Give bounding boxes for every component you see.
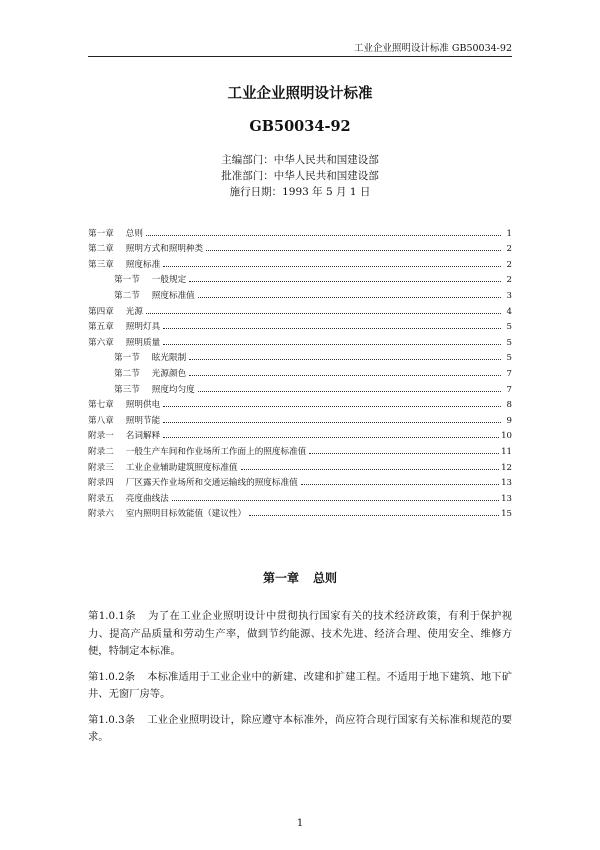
toc-leader [146, 235, 501, 236]
toc-number: 第一节 [114, 275, 140, 286]
toc-label: 照度标准值 [151, 290, 195, 301]
toc-label: 照明供电 [125, 400, 161, 411]
clause-text: 工业企业照明设计，除应遵守本标准外，尚应符合现行国家有关标准和规范的要求。 [88, 713, 512, 743]
toc-entry[interactable] [88, 254, 512, 270]
clause-number: 第1.0.3条 [88, 713, 136, 726]
toc-number: 第一节 [114, 353, 140, 364]
toc-number: 附录一 [88, 431, 114, 442]
toc-leader [163, 328, 501, 329]
effective-date-line: 施行日期：1993 年 5 月 1 日 [229, 186, 371, 198]
approver-line: 批准部门：中华人民共和国建设部 [221, 170, 379, 182]
clause-number: 第1.0.1条 [88, 610, 137, 622]
clause [88, 669, 512, 704]
toc-leader [241, 469, 500, 470]
toc-label: 照明方式和照明种类 [125, 244, 204, 255]
toc-page: 7 [506, 384, 512, 395]
toc-page: 12 [501, 462, 512, 473]
toc-page: 15 [501, 509, 512, 520]
toc-label: 工业企业辅助建筑照度标准值 [125, 462, 238, 473]
toc-number: 第七章 [88, 400, 114, 411]
toc-entry[interactable] [88, 488, 512, 504]
toc-leader [309, 453, 499, 454]
toc-page: 11 [501, 446, 512, 457]
toc-leader [163, 437, 499, 438]
toc-entry[interactable] [88, 301, 512, 317]
table-of-contents [88, 223, 512, 519]
toc-number: 第八章 [88, 415, 114, 426]
toc-page: 13 [501, 478, 512, 489]
toc-leader [249, 515, 499, 516]
toc-leader [189, 281, 501, 282]
toc-page: 2 [506, 275, 512, 286]
toc-label: 厂区露天作业场所和交通运输线的照度标准值 [125, 478, 298, 489]
toc-leader [146, 313, 501, 314]
toc-page: 5 [506, 353, 512, 364]
document-title: 工业企业照明设计标准 [227, 85, 373, 102]
toc-number: 第一章 [88, 228, 114, 239]
toc-entry[interactable] [88, 426, 512, 442]
chapter-heading [0, 569, 600, 586]
toc-page: 5 [506, 322, 512, 333]
toc-label: 光源 [125, 306, 143, 317]
toc-leader [172, 500, 499, 501]
toc-entry[interactable] [88, 457, 512, 473]
running-header: 工业企业照明设计标准 GB50034-92 [88, 40, 512, 57]
toc-label: 室内照明目标效能值（建议性） [125, 509, 247, 520]
toc-page: 9 [506, 415, 512, 426]
toc-entry[interactable] [88, 332, 512, 348]
toc-label: 照明质量 [125, 337, 161, 348]
publication-info [0, 152, 600, 200]
toc-leader [189, 375, 501, 376]
toc-entry[interactable] [88, 504, 512, 520]
toc-leader [189, 359, 501, 360]
toc-number: 第四章 [88, 306, 114, 317]
toc-label: 一般规定 [151, 275, 187, 286]
toc-label: 光源颜色 [151, 368, 187, 379]
toc-label: 一般生产车间和作业场所工作面上的照度标准值 [125, 446, 307, 457]
toc-leader [163, 344, 501, 345]
toc-entry[interactable] [88, 270, 512, 286]
toc-leader [206, 250, 501, 251]
toc-page: 1 [506, 228, 512, 239]
toc-number: 第二节 [114, 290, 140, 301]
toc-number: 第三节 [114, 384, 140, 395]
toc-label: 亮度曲线法 [125, 493, 169, 504]
toc-entry[interactable] [88, 363, 512, 379]
toc-entry[interactable] [88, 223, 512, 239]
toc-number: 附录六 [88, 509, 114, 520]
toc-entry[interactable] [88, 473, 512, 489]
toc-leader [301, 484, 499, 485]
toc-entry[interactable] [88, 348, 512, 364]
toc-page: 2 [506, 259, 512, 270]
toc-number: 第二节 [114, 368, 140, 379]
toc-entry[interactable] [88, 239, 512, 255]
toc-page: 8 [506, 400, 512, 411]
toc-number: 附录四 [88, 478, 114, 489]
clause-text: 本标准适用于工业企业中的新建、改建和扩建工程。不适用于地下建筑、地下矿井、无窗厂房等。 [88, 670, 512, 700]
toc-entry[interactable] [88, 395, 512, 411]
toc-number: 第三章 [88, 259, 114, 270]
toc-number: 附录三 [88, 462, 114, 473]
toc-page: 10 [501, 431, 512, 442]
toc-leader [198, 391, 501, 392]
toc-page: 2 [506, 244, 512, 255]
toc-label: 名词解释 [125, 431, 161, 442]
toc-entry[interactable] [88, 285, 512, 301]
toc-label: 眩光限制 [151, 353, 187, 364]
toc-page: 4 [506, 306, 512, 317]
toc-number: 第六章 [88, 337, 114, 348]
toc-label: 照明节能 [125, 415, 161, 426]
chapter-number: 第一章 [262, 571, 299, 585]
clause-number: 第1.0.2条 [88, 670, 136, 683]
toc-number: 附录五 [88, 493, 114, 504]
toc-page: 5 [506, 337, 512, 348]
clause [88, 608, 512, 661]
toc-page: 3 [506, 290, 512, 301]
clause-list [88, 608, 512, 755]
toc-entry[interactable] [88, 410, 512, 426]
toc-label: 照度均匀度 [151, 384, 195, 395]
page-number: 1 [296, 818, 304, 829]
toc-number: 第五章 [88, 322, 114, 333]
toc-page: 7 [506, 368, 512, 379]
toc-leader [163, 422, 501, 423]
toc-entry[interactable] [88, 317, 512, 333]
toc-entry[interactable] [88, 379, 512, 395]
toc-leader [163, 406, 501, 407]
toc-page: 13 [501, 493, 512, 504]
toc-number: 第二章 [88, 244, 114, 255]
clause-text: 为了在工业企业照明设计中贯彻执行国家有关的技术经济政策，有利于保护视力、提高产品质量和劳动生产率，做到节约能源、技术先进、经济合理、使用安全、维修方便，特制定本标准。 [88, 610, 513, 657]
clause [88, 712, 512, 747]
standard-code: GB50034-92 [249, 118, 351, 135]
toc-label: 照明灯具 [125, 322, 161, 333]
toc-leader [198, 297, 501, 298]
chapter-title: 总则 [313, 571, 338, 585]
toc-number: 附录二 [88, 446, 114, 457]
toc-label: 照度标准 [125, 259, 161, 270]
toc-label: 总则 [125, 228, 143, 239]
editor-line: 主编部门：中华人民共和国建设部 [221, 154, 379, 166]
toc-leader [163, 266, 501, 267]
toc-entry[interactable] [88, 441, 512, 457]
